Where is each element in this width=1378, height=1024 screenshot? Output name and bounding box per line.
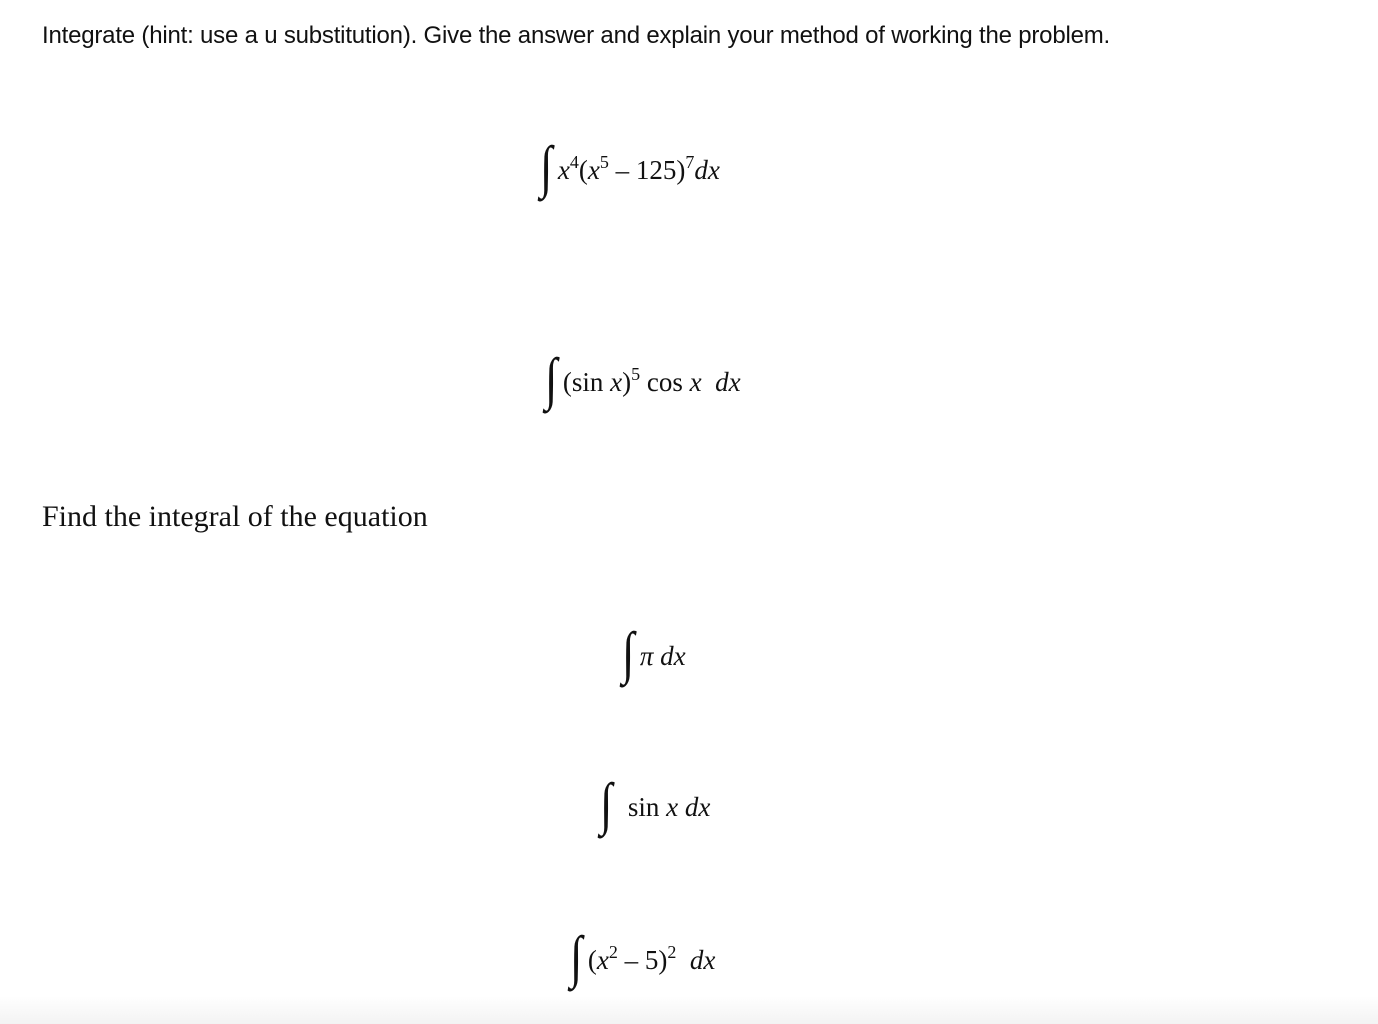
equation-2 xyxy=(545,346,741,411)
equation-4-body xyxy=(628,792,710,823)
pi-constant: π xyxy=(639,640,654,671)
section-heading: Find the integral of the equation xyxy=(42,500,428,533)
variable-x: x xyxy=(610,366,623,397)
equation-3 xyxy=(622,620,686,685)
exponent: 2 xyxy=(608,941,618,962)
differential: dx xyxy=(694,154,720,185)
variable-x: x xyxy=(596,944,609,975)
instruction-text: Integrate (hint: use a u substitution). Give the answer and explain your method of working the problem. xyxy=(42,22,1111,49)
variable-x: x xyxy=(666,791,679,822)
constant-term: – 5) xyxy=(617,944,668,975)
variable-x: x xyxy=(587,154,600,185)
constant-term: – 125) xyxy=(608,154,686,185)
equation-3-body xyxy=(640,641,686,672)
cos-function: cos xyxy=(640,366,690,397)
differential: dx xyxy=(678,791,711,822)
differential: dx xyxy=(653,640,686,671)
page-bottom-edge xyxy=(0,996,1378,1024)
equation-2-body xyxy=(562,363,741,398)
equation-1 xyxy=(540,134,720,199)
exponent: 5 xyxy=(599,151,609,172)
paren-close: ) xyxy=(622,366,632,397)
exponent: 7 xyxy=(685,151,695,172)
paren-open: ( xyxy=(587,944,597,975)
variable-x: x xyxy=(557,154,570,185)
differential: dx xyxy=(676,944,716,975)
paren-open: ( xyxy=(578,154,588,185)
integral-sign: ∫ xyxy=(600,771,613,836)
exponent: 4 xyxy=(569,151,579,172)
equation-5-body xyxy=(587,941,716,976)
integral-sign: ∫ xyxy=(545,346,558,411)
differential: dx xyxy=(701,366,741,397)
exponent: 5 xyxy=(631,363,641,384)
integral-sign: ∫ xyxy=(622,620,635,685)
integral-sign: ∫ xyxy=(540,134,553,199)
integral-sign: ∫ xyxy=(570,924,583,989)
sin-function: sin xyxy=(627,791,667,822)
equation-4 xyxy=(600,771,711,836)
equation-5 xyxy=(570,924,716,989)
variable-x: x xyxy=(689,366,702,397)
sin-open: (sin xyxy=(562,366,611,397)
exponent: 2 xyxy=(667,941,677,962)
equation-1-body xyxy=(557,151,720,186)
